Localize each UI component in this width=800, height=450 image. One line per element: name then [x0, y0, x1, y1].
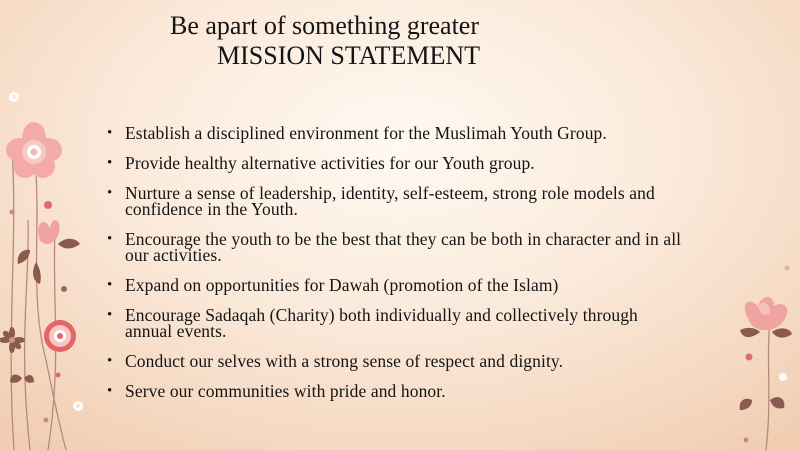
bullet-item: • Encourage Sadaqah (Charity) both individually and collectively through annual events.	[106, 307, 686, 339]
bullet-item: • Establish a disciplined environment for the Muslimah Youth Group.	[106, 125, 686, 141]
bullet-item: • Nurture a sense of leadership, identity, self-esteem, strong role models and confidence in the Youth.	[106, 185, 686, 217]
slide-title: Be apart of something greater	[170, 11, 479, 40]
bullet-item: • Encourage the youth to be the best that they can be both in character and in all our activities.	[106, 231, 686, 263]
bullet-item: • Conduct our selves with a strong sense of respect and dignity.	[106, 353, 686, 369]
bullet-item: • Provide healthy alternative activities for our Youth group.	[106, 155, 686, 171]
flower-decoration-right-icon	[740, 266, 792, 450]
slide-subtitle: MISSION STATEMENT	[217, 41, 480, 70]
bullet-item: • Expand on opportunities for Dawah (promotion of the Islam)	[106, 277, 686, 293]
mission-bullet-list	[106, 125, 686, 413]
bullet-item: • Serve our communities with pride and honor.	[106, 383, 686, 399]
flower-decoration-left-icon	[11, 150, 66, 450]
